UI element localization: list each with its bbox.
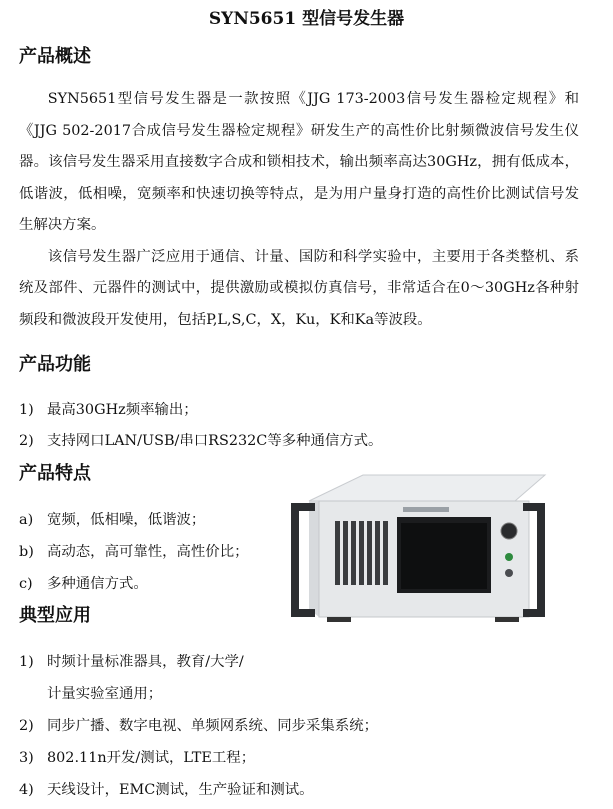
display-screen bbox=[401, 523, 487, 589]
application-item-3 bbox=[19, 746, 255, 767]
feature-item-b bbox=[19, 540, 248, 561]
heading-applications: 典型应用 bbox=[19, 605, 91, 626]
feature-item-a bbox=[19, 508, 205, 529]
item-marker: 4) bbox=[19, 782, 34, 798]
output-button bbox=[505, 569, 513, 577]
application-item-2 bbox=[19, 714, 378, 735]
item-text: 高动态，高可靠性，高性价比； bbox=[47, 544, 249, 560]
item-marker: 2) bbox=[19, 718, 34, 734]
item-text: 802.11n开发/测试，LTE工程； bbox=[47, 750, 256, 766]
chassis-side bbox=[309, 501, 319, 617]
foot-left bbox=[327, 617, 351, 622]
item-marker: c) bbox=[19, 576, 33, 592]
overview-paragraph-2: 该信号发生器广泛应用于通信、计量、国防和科学实验中，主要用于各类整机、系统及部件、元器件的测试中，提供激励或模拟仿真信号，非常适合在0～30GHz各种射频段和微波段开发使用，包括P,L,S,C，X，Ku，K和Ka等波段。 bbox=[19, 248, 579, 328]
item-marker: 1) bbox=[19, 654, 34, 670]
foot-right bbox=[495, 617, 519, 622]
function-item-2 bbox=[19, 429, 382, 450]
application-item-1 bbox=[19, 650, 244, 671]
application-item-1-cont bbox=[19, 682, 162, 703]
item-text: 最高30GHz频率输出； bbox=[47, 402, 198, 418]
item-text: 支持网口LAN/USB/串口RS232C等多种通信方式。 bbox=[47, 433, 383, 449]
rotary-knob bbox=[501, 523, 517, 539]
item-text: 同步广播、数字电视、单频网系统、同步采集系统； bbox=[47, 718, 378, 734]
item-marker: b) bbox=[19, 544, 34, 560]
chassis-top bbox=[309, 475, 545, 501]
overview-paragraph-1: SYN5651型信号发生器是一款按照《JJG 173-2003信号发生器检定规程》和《JJG 502-2017合成信号发生器检定规程》研发生产的高性价比射频微波信号发生仪器。该信号发生器采用直接数字合成和锁相技术，输出频率高达30GHz，拥有低成本，低谐波，低相噪，宽频率和快速切换等特点，是为用户量身打造的高性价比测试信号发生解决方案。 bbox=[19, 91, 579, 233]
heading-overview: 产品概述 bbox=[19, 46, 91, 67]
heading-functions: 产品功能 bbox=[19, 354, 91, 375]
item-marker: 1) bbox=[19, 402, 34, 418]
item-text: 多种通信方式。 bbox=[47, 576, 148, 592]
item-text: 宽频，低相噪，低谐波； bbox=[47, 512, 206, 528]
heading-features: 产品特点 bbox=[19, 463, 91, 484]
item-text: 时频计量标准器具，教育/大学/ bbox=[47, 654, 244, 670]
item-text: 天线设计，EMC测试，生产验证和测试。 bbox=[47, 782, 314, 798]
item-marker: 3) bbox=[19, 750, 34, 766]
feature-item-c bbox=[19, 572, 148, 593]
front-label bbox=[403, 507, 449, 512]
power-button bbox=[505, 553, 513, 561]
product-image bbox=[283, 469, 555, 625]
application-item-4 bbox=[19, 778, 314, 799]
item-marker: a) bbox=[19, 512, 34, 528]
item-marker: 2) bbox=[19, 433, 34, 449]
function-item-1 bbox=[19, 398, 198, 419]
item-text: 计量实验室通用； bbox=[47, 686, 163, 702]
page-title: SYN5651 型信号发生器 bbox=[208, 9, 405, 29]
overview-section bbox=[19, 84, 579, 336]
